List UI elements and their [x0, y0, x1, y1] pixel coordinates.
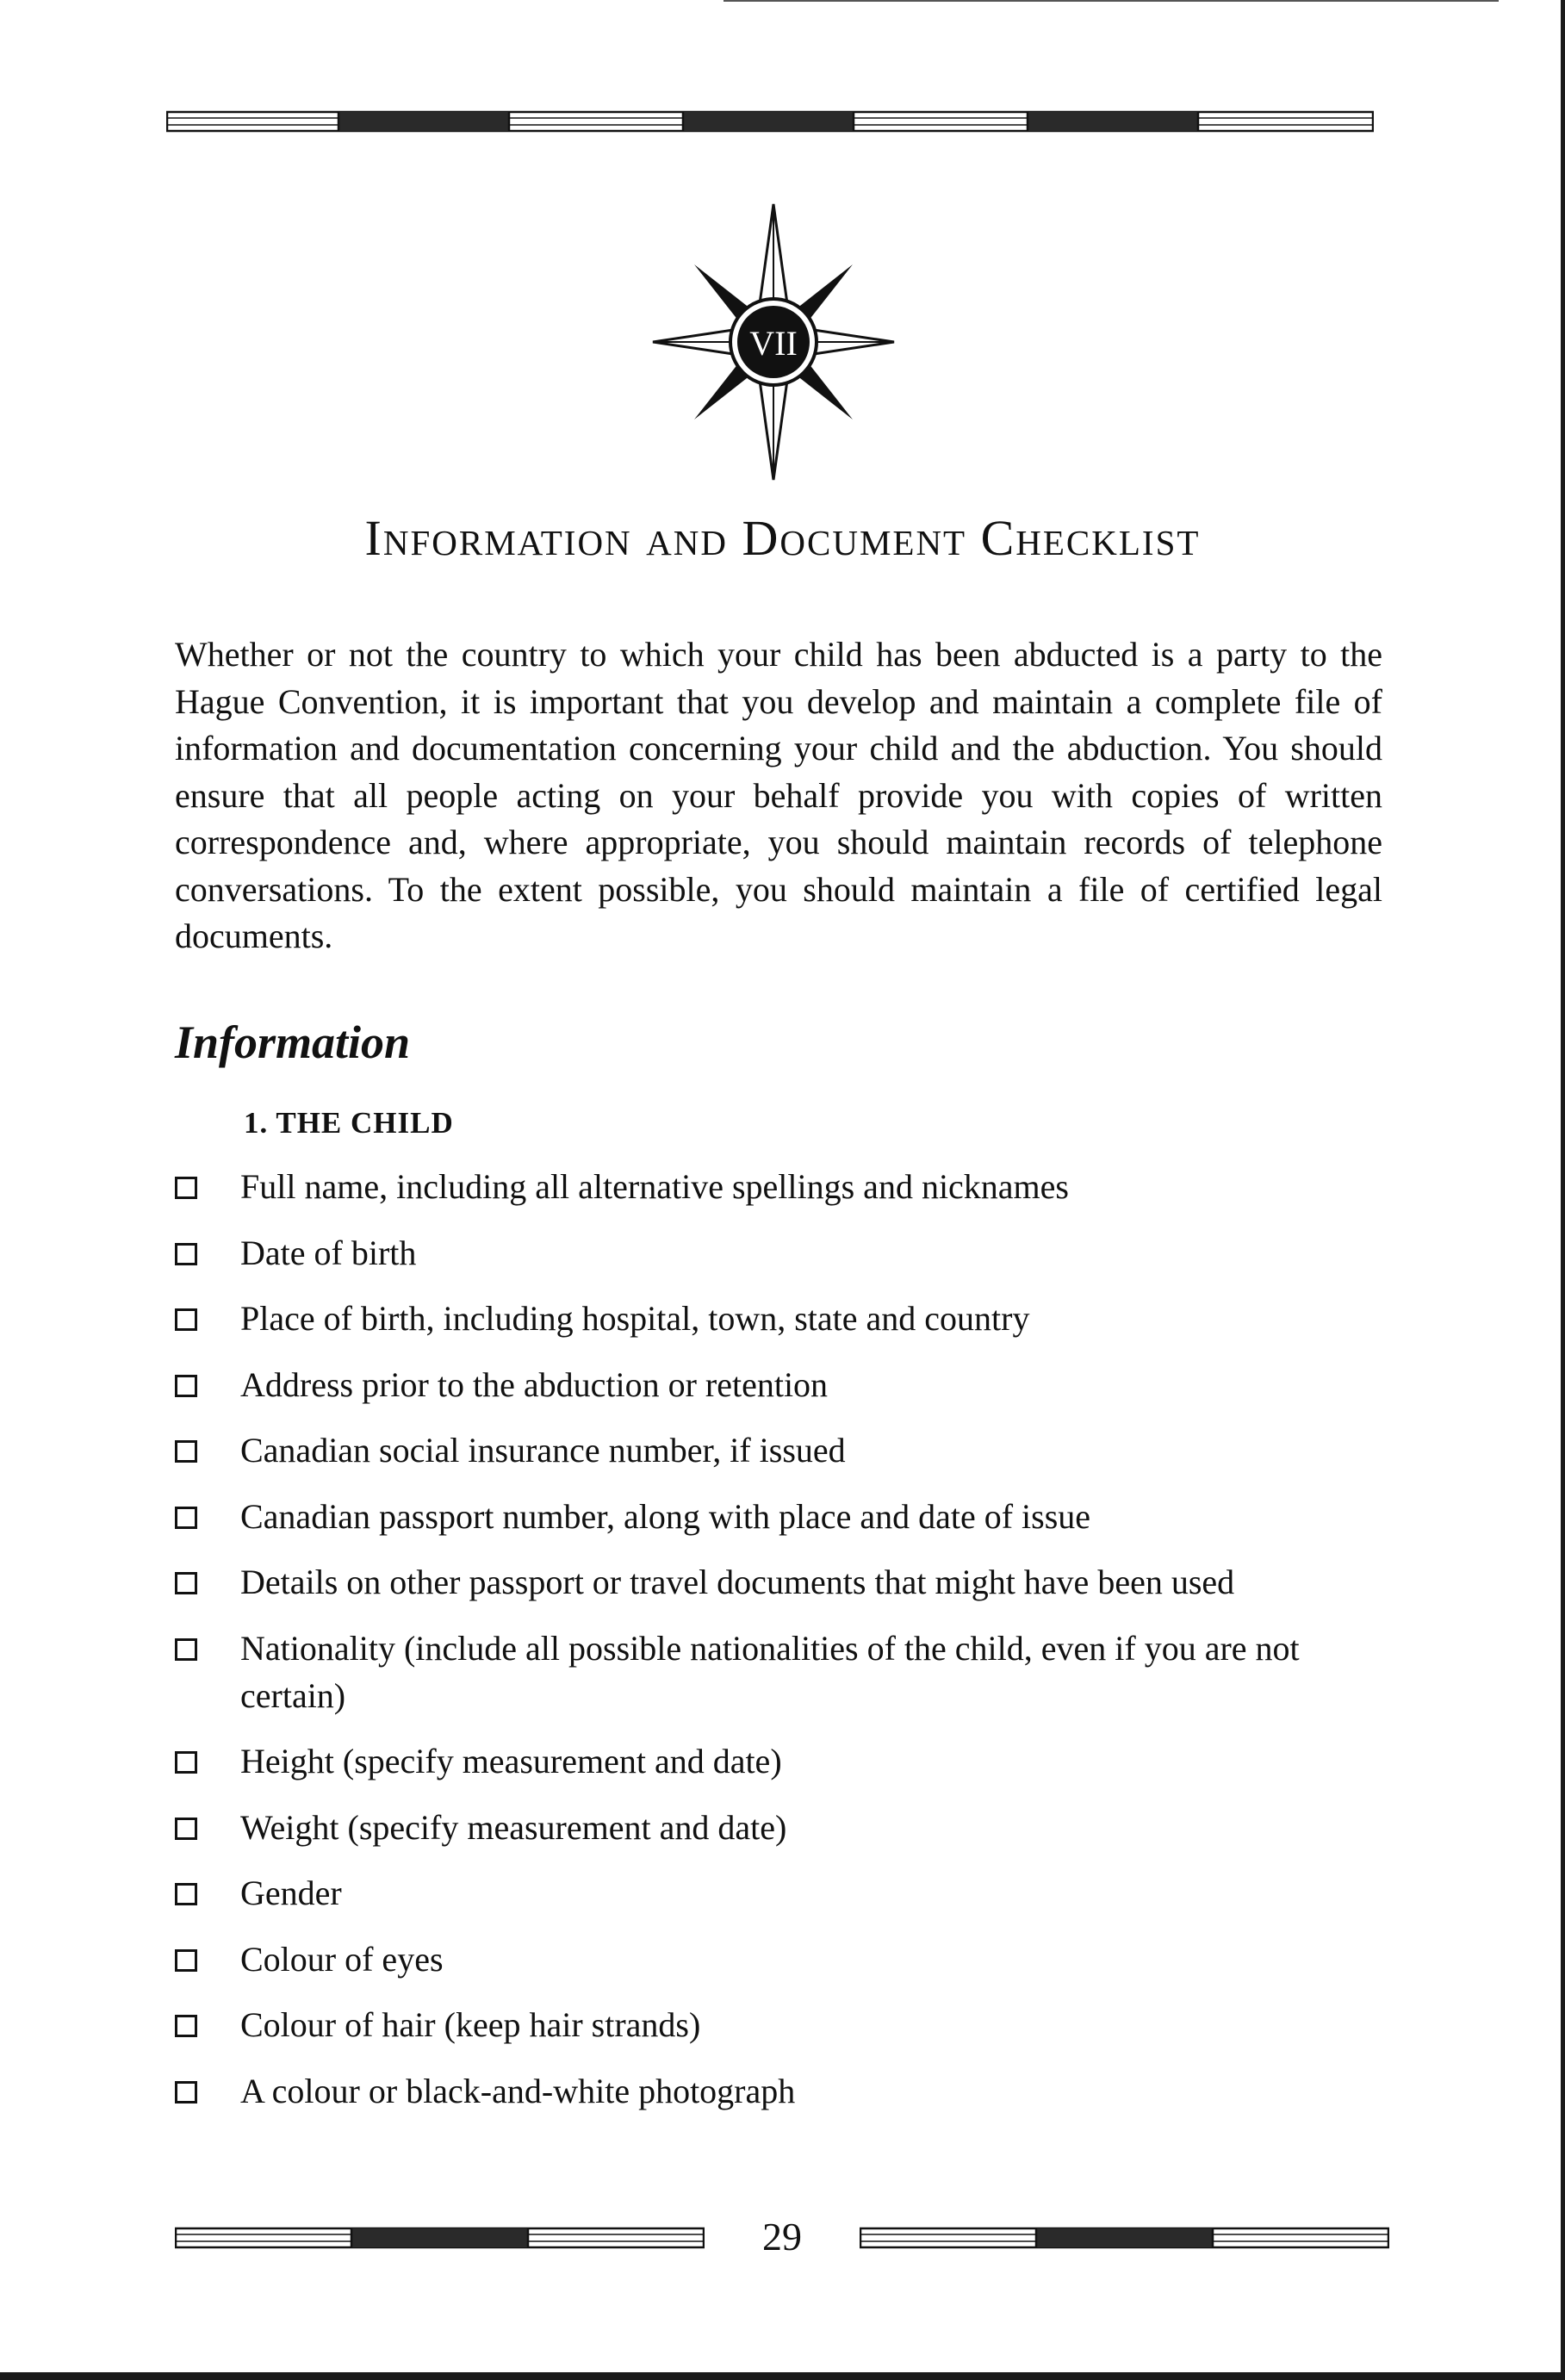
checklist-item: [175, 1625, 1389, 1719]
checkbox[interactable]: [175, 1883, 197, 1905]
checklist-item: [175, 2001, 1389, 2048]
checkbox[interactable]: [175, 1818, 197, 1840]
checkbox[interactable]: [175, 1949, 197, 1972]
subsection-heading: 1. THE CHILD: [244, 1106, 454, 1140]
checklist-item-label: Nationality (include all possible nationalities of the child, even if you are not certain): [240, 1628, 1300, 1715]
checkbox[interactable]: [175, 2081, 197, 2103]
intro-paragraph: Whether or not the country to which your child has been abducted is a party to the Hague Convention, it is important that you develop and maintain a complete file of information and documentation concerning your child and the abduction. You should ensure that all people acting on your behalf provide you with copies of written correspondence and, where appropriate, you should maintain records of telephone conversations. To the extent possible, you should maintain a file of certified legal documents.: [175, 635, 1382, 955]
checklist-item: [175, 1361, 1389, 1408]
checklist-item: [175, 1493, 1389, 1540]
checklist-item: [175, 1558, 1389, 1606]
checkbox[interactable]: [175, 1440, 197, 1463]
checklist: [175, 1163, 1389, 2133]
checkbox[interactable]: [175, 2015, 197, 2037]
checklist-item-label: Canadian social insurance number, if issued: [240, 1431, 846, 1470]
scan-edge-top: [724, 0, 1499, 2]
checklist-item-label: Address prior to the abduction or retention: [240, 1364, 829, 1404]
chapter-numeral: VII: [749, 324, 798, 363]
page-title: Information and Document Checklist: [364, 510, 1201, 566]
checkbox[interactable]: [175, 1507, 197, 1529]
checklist-item-label: Date of birth: [240, 1233, 417, 1272]
checkbox[interactable]: [175, 1375, 197, 1397]
checklist-item: [175, 1426, 1389, 1474]
checklist-item-label: Details on other passport or travel documents that might have been used: [240, 1563, 1235, 1601]
checklist-item: [175, 1229, 1389, 1277]
checklist-item-label: A colour or black-and-white photograph: [240, 2071, 796, 2110]
checklist-item-label: Colour of hair (keep hair strands): [240, 2005, 701, 2044]
checklist-item-label: Height (specify measurement and date): [240, 1742, 782, 1780]
checklist-item-label: Colour of eyes: [240, 1939, 444, 1979]
scan-edge-bottom: [0, 2372, 1565, 2380]
checkbox[interactable]: [175, 1308, 197, 1331]
checklist-item: [175, 1737, 1389, 1785]
checkbox[interactable]: [175, 1243, 197, 1265]
top-decorative-rule: [166, 110, 1374, 133]
page-number: 29: [762, 2215, 802, 2259]
checklist-item: [175, 1869, 1389, 1917]
checklist-item-label: Weight (specify measurement and date): [240, 1807, 787, 1847]
section-heading: Information: [175, 1016, 411, 1068]
checklist-item-label: Canadian passport number, along with place and date of issue: [240, 1496, 1091, 1536]
checklist-item: [175, 2067, 1389, 2115]
checklist-item-label: Full name, including all alternative spellings and nicknames: [240, 1167, 1069, 1206]
checklist-item-label: Place of birth, including hospital, town, state and country: [240, 1299, 1030, 1338]
checklist-item: [175, 1163, 1389, 1210]
checkbox[interactable]: [175, 1572, 197, 1594]
checkbox[interactable]: [175, 1638, 197, 1661]
scan-edge-right: [1561, 0, 1565, 2380]
checklist-item-label: Gender: [240, 1874, 342, 1912]
bottom-right-decorative-rule: [860, 2227, 1389, 2249]
checkbox[interactable]: [175, 1751, 197, 1774]
checklist-item: [175, 1804, 1389, 1851]
checkbox[interactable]: [175, 1177, 197, 1199]
checklist-item: [175, 1295, 1389, 1342]
checklist-item: [175, 1936, 1389, 1983]
compass-star-emblem: [644, 200, 903, 484]
bottom-left-decorative-rule: [175, 2227, 705, 2249]
